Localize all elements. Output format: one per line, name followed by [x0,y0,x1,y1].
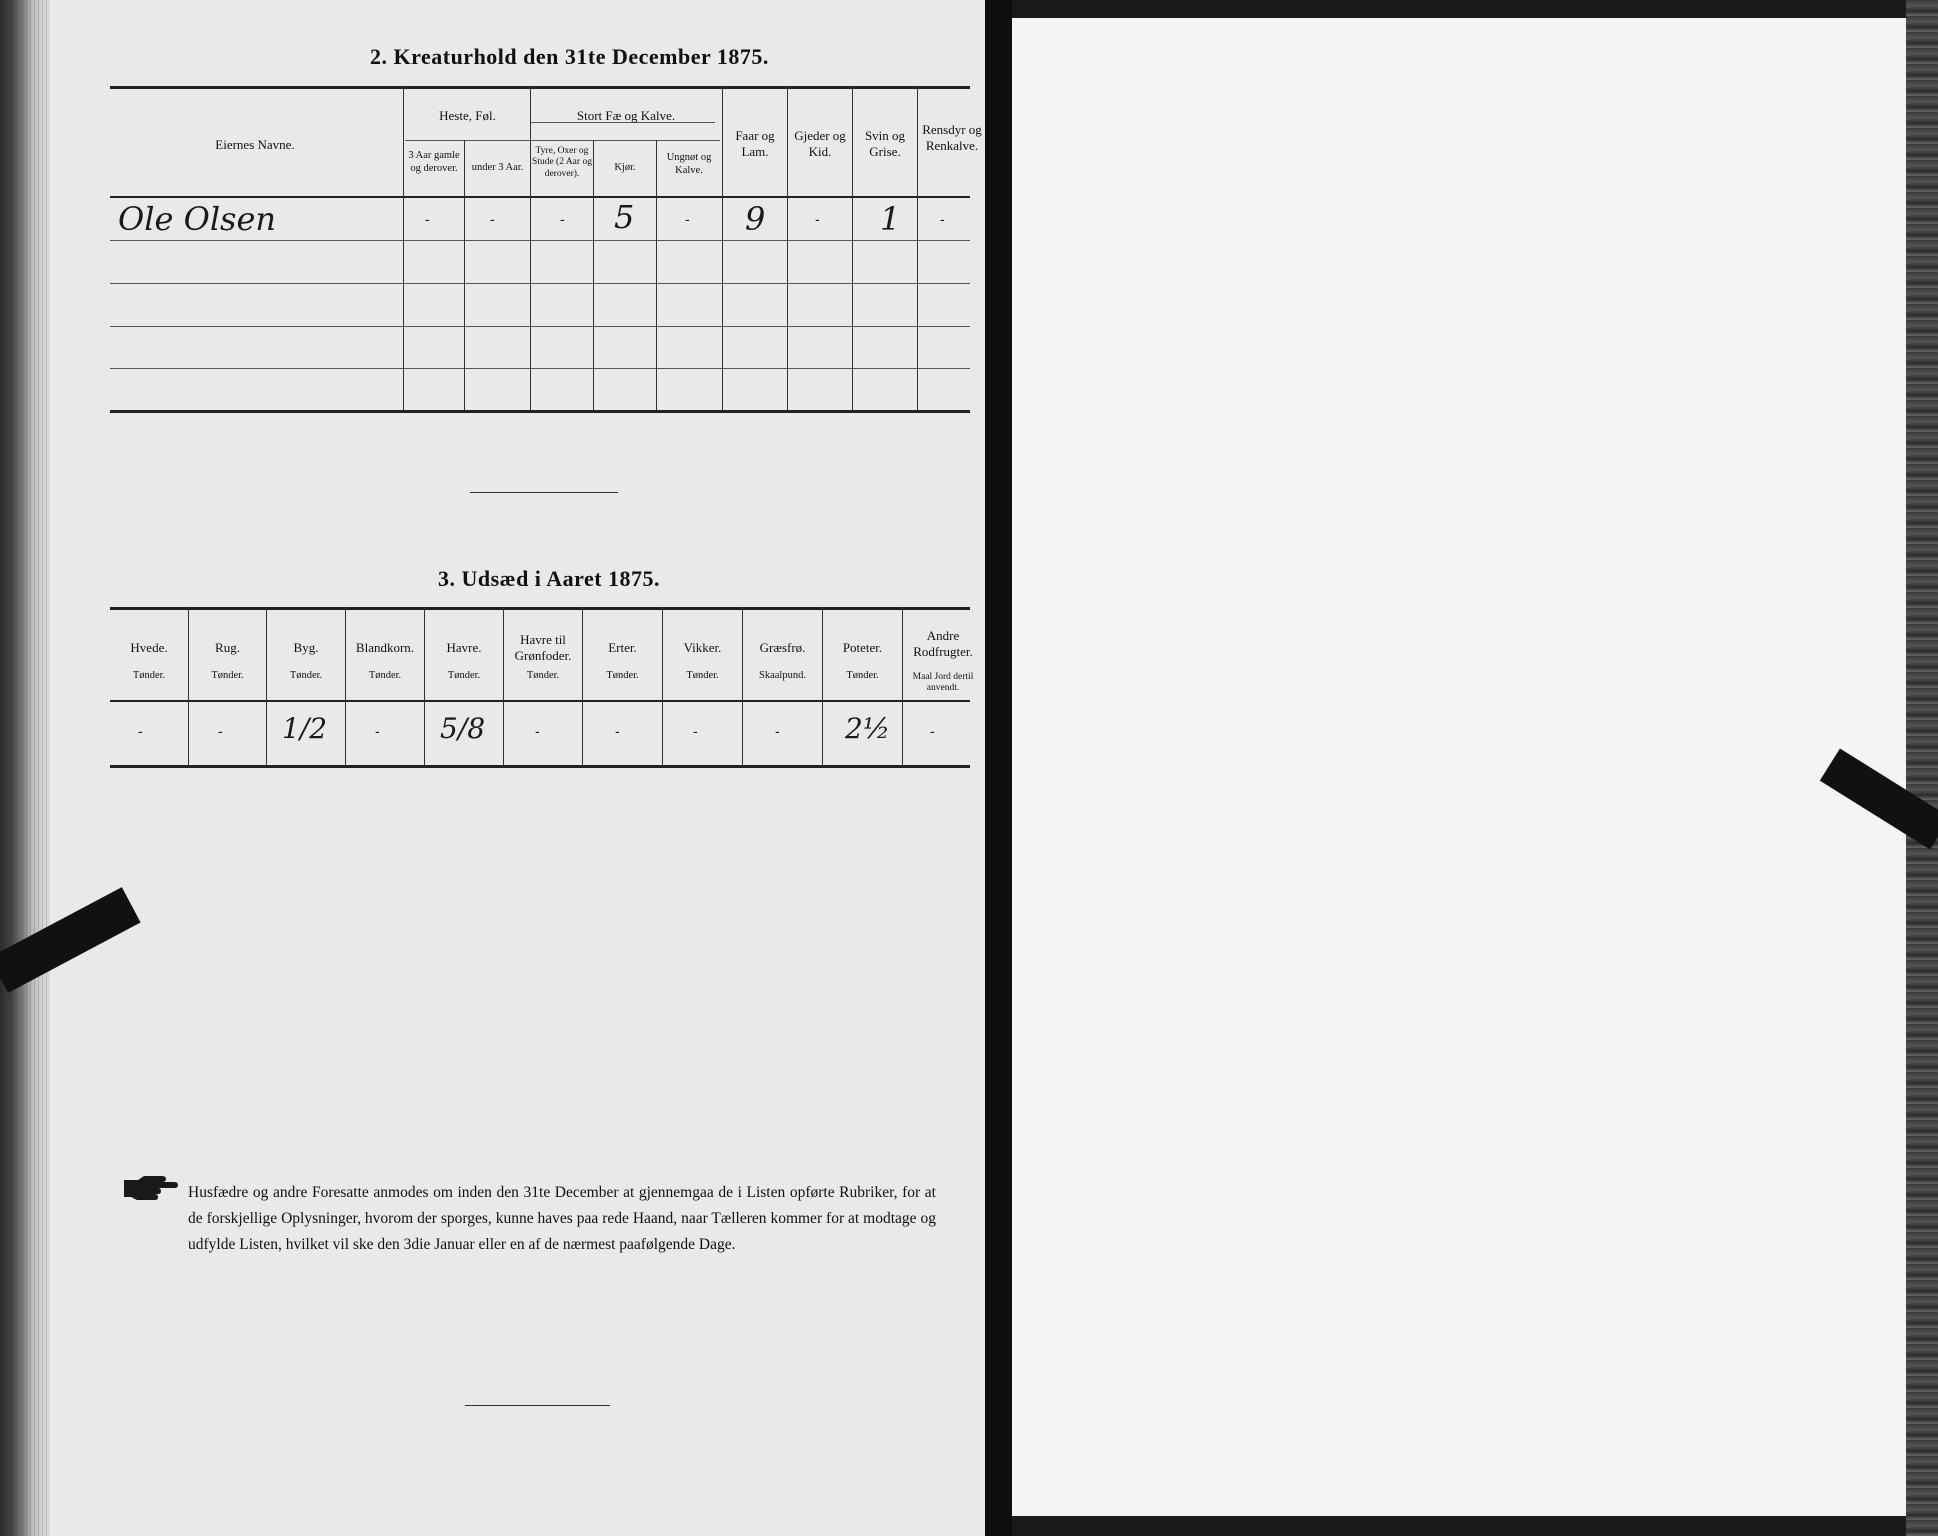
table2-col-line [593,140,594,410]
goats-header: Gjeder og Kid. [794,128,846,159]
horses-header: Heste, Føl. [439,108,496,123]
separator-rule [470,492,618,493]
section3-title: 3. Udsæd i Aaret 1875. [438,566,661,591]
sheep-value: 9 [745,200,766,238]
cattle-cows-value: 5 [614,198,635,236]
crop-value-blandkorn: - [375,724,380,740]
cattle-bulls-value: - [560,212,565,228]
table2-row-rule-4 [110,368,970,369]
crop-value-graesfro: - [775,724,780,740]
pigs-header: Svin og Grise. [864,128,906,159]
table3-col-line [742,607,743,765]
crop-unit: Skaalpund. [759,670,806,681]
table2-cattle-subrule [530,140,720,141]
table3-col-line [662,607,663,765]
crop-unit: Tønder. [526,670,560,681]
table2-row-rule-2 [110,283,970,284]
pigs-value: 1 [880,200,901,238]
table2-col-line [464,140,465,410]
table2-col-line [403,86,404,410]
page-edge [1906,0,1938,1536]
table3-col-line [345,607,346,765]
crop-header-hvede: Hvede. [130,640,168,655]
table2-col-line [852,86,853,410]
table3-col-line [822,607,823,765]
instructions-notice [188,1180,936,1258]
table2-col-line [787,86,788,410]
crop-header-erter: Erter. [608,640,637,655]
owner-name: Ole Olsen [118,200,277,238]
book-gutter [985,0,1012,1536]
crop-unit: Tønder. [368,670,402,681]
crop-header-rodfrugter: Andre Rodfrugter. [913,628,973,659]
horses-old-value: - [425,212,430,228]
crop-unit: Maal Jord dertil anvendt. [912,672,974,694]
crop-unit: Tønder. [289,670,323,681]
pointing-hand-icon [122,1172,182,1204]
notice-text: Husfædre og andre Foresatte anmodes om inden den 31te December at gjennemgaa de i Listen opførte Rubriker, for at de forskjellige Oplysninger, hvorom der sporges, kunne haves paa rede Haand, naar Tælleren kommer for at modtage og udfylde Listen, hvilket vil ske den 3die Januar eller en af de nærmest paafølgende Dage. [188,1184,936,1253]
crop-header-rug: Rug. [215,640,240,655]
table3-col-line [266,607,267,765]
right-page-blank [1012,18,1920,1516]
table2-col-line [722,86,723,410]
crop-header-blandkorn: Blandkorn. [355,640,415,655]
table3-col-line [424,607,425,765]
crop-value-vikker: - [693,724,698,740]
crop-unit: Tønder. [447,670,481,681]
crop-header-byg: Byg. [293,640,319,655]
crop-unit: Tønder. [606,670,639,681]
table3-col-line [582,607,583,765]
crop-value-rodfrugter: - [930,724,935,740]
cattle-cows-header: Kjør. [614,162,636,173]
crop-unit: Tønder. [211,670,244,681]
horses-old-header: 3 Aar gamle og derover. [408,150,460,174]
end-rule [465,1405,610,1406]
crop-value-byg: 1/2 [282,712,328,745]
horses-young-header: under 3 Aar. [471,162,524,173]
table3-bottom-rule [110,765,970,768]
crop-header-graesfro: Græsfrø. [759,640,806,655]
owner-header: Eiernes Navne. [215,137,295,152]
goats-value: - [815,212,820,228]
crop-value-hvede: - [138,724,143,740]
table2-col-line [656,140,657,410]
cattle-young-value: - [685,212,690,228]
crop-header-havre-gronfoder: Havre til Grønfoder. [514,632,572,663]
table3-col-line [503,607,504,765]
table2-row-rule-3 [110,326,970,327]
cattle-bulls-header: Tyre, Oxer og Stude (2 Aar og derover). [532,146,592,179]
table2-row-rule-1 [110,240,970,241]
cattle-header: Stort Fæ og Kalve. [576,108,676,123]
table2-col-line [530,86,531,410]
crop-value-havre-gronfoder: - [535,724,540,740]
horses-young-value: - [490,212,495,228]
table2-horse-subrule [405,140,530,141]
section2-title: 2. Kreaturhold den 31te December 1875. [370,44,769,69]
sheep-header: Faar og Lam. [735,128,775,159]
crop-value-poteter: 2½ [845,712,890,745]
crop-header-vikker: Vikker. [683,640,722,655]
reindeer-header: Rensdyr og Renkalve. [922,122,982,153]
table3-col-line [188,607,189,765]
cattle-young-header: Ungnøt og Kalve. [666,152,712,176]
reindeer-value: - [940,212,945,228]
crop-value-erter: - [615,724,620,740]
crop-header-havre: Havre. [446,640,482,655]
table2-bottom-rule [110,410,970,413]
table2-header-rule [110,196,970,198]
crop-value-havre: 5/8 [440,712,486,745]
crop-unit: Tønder. [132,670,166,681]
crop-value-rug: - [218,724,223,740]
table2-top-rule [110,86,970,89]
table3-top-rule [110,607,970,610]
crop-unit: Tønder. [846,670,879,681]
crop-unit: Tønder. [686,670,719,681]
table3-header-rule [110,700,970,702]
crop-header-poteter: Poteter. [842,640,883,655]
